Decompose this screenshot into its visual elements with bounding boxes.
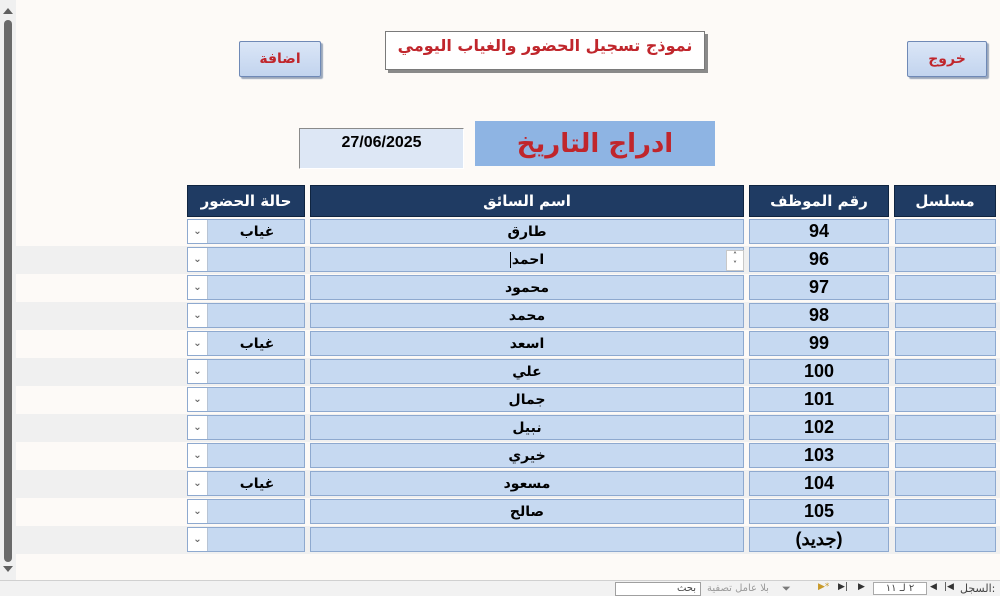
attendance-status-select[interactable] [187,247,305,272]
employee-number-field[interactable] [749,415,889,440]
search-input[interactable]: بحث [615,582,701,596]
employee-number-field[interactable] [749,247,889,272]
driver-name-value: جمال [508,391,546,408]
serial-field[interactable] [895,527,996,552]
attendance-status-select[interactable] [187,415,305,440]
driver-name-field[interactable] [310,415,744,440]
driver-name-field[interactable] [310,219,744,244]
employee-number-field[interactable] [749,219,889,244]
chevron-down-icon[interactable]: ⌄ [188,360,208,383]
previous-record-icon[interactable]: ◀ [930,582,937,592]
serial-field[interactable] [895,415,996,440]
chevron-down-icon[interactable]: ⌄ [188,500,208,523]
driver-name-field[interactable] [310,443,744,468]
serial-field[interactable] [895,359,996,384]
header-driver-name: اسم السائق [310,185,744,217]
header-serial: مسلسل [894,185,996,217]
chevron-down-icon[interactable]: ⌄ [188,472,208,495]
chevron-down-icon[interactable]: ⌄ [188,248,208,271]
driver-name-value: مسعود [503,475,551,492]
text-cursor [510,252,511,268]
attendance-status-select[interactable] [187,471,305,496]
employee-number-field[interactable] [749,359,889,384]
attendance-status-value: غياب [239,335,275,352]
driver-name-value: علي [512,363,542,380]
chevron-down-icon[interactable]: ⌄ [188,388,208,411]
employee-number-field[interactable] [749,471,889,496]
serial-field[interactable] [895,499,996,524]
employee-number-value: 101 [803,389,835,409]
attendance-status-select[interactable] [187,443,305,468]
driver-name-value: صالح [509,503,545,520]
employee-number-field[interactable] [749,527,889,552]
driver-name-field[interactable] [310,303,744,328]
driver-name-field[interactable] [310,387,744,412]
employee-number-value: 94 [808,221,830,241]
driver-name-field[interactable] [310,527,744,552]
next-record-icon[interactable]: ▶ [858,582,865,592]
header-employee-number: رقم الموظف [749,185,889,217]
employee-number-field[interactable] [749,275,889,300]
chevron-down-icon[interactable]: ⌄ [188,444,208,467]
attendance-status-value: غياب [239,475,275,492]
employee-number-value: 103 [803,445,835,465]
serial-field[interactable] [895,471,996,496]
employee-number-field[interactable] [749,331,889,356]
chevron-down-icon[interactable]: ⌄ [188,304,208,327]
driver-name-field[interactable] [310,499,744,524]
first-record-icon[interactable]: |◀ [944,582,954,592]
serial-field[interactable] [895,443,996,468]
serial-field[interactable] [895,331,996,356]
exit-button[interactable]: خروج [907,41,987,77]
driver-name-value: محمد [508,307,546,324]
serial-field[interactable] [895,275,996,300]
spinner-icon[interactable]: ˄ ˅ [726,250,744,271]
driver-name-field[interactable] [310,359,744,384]
driver-name-value: طارق [507,223,547,240]
serial-field[interactable] [895,387,996,412]
scroll-down-arrow-icon[interactable] [3,566,13,572]
record-label: السجل: [960,582,996,595]
attendance-status-select[interactable] [187,303,305,328]
attendance-status-select[interactable] [187,359,305,384]
employee-number-value: 98 [808,305,830,325]
driver-name-value: نبيل [512,419,542,436]
attendance-status-select[interactable] [187,387,305,412]
driver-name-field[interactable] [310,247,744,272]
date-input[interactable]: 27/06/2025 [299,128,464,169]
attendance-status-select[interactable] [187,275,305,300]
chevron-down-icon[interactable]: ⌄ [188,416,208,439]
employee-number-value: 102 [803,417,835,437]
form-title: نموذج تسجيل الحضور والغياب اليومي [385,31,705,70]
employee-number-value: 104 [803,473,835,493]
filter-status[interactable]: بلا عامل تصفية [707,583,769,594]
chevron-down-icon[interactable]: ⌄ [188,276,208,299]
employee-number-value: 96 [808,249,830,269]
attendance-status-select[interactable] [187,219,305,244]
driver-name-field[interactable] [310,331,744,356]
employee-number-field[interactable] [749,387,889,412]
chevron-down-icon[interactable]: ⌄ [188,332,208,355]
serial-field[interactable] [895,219,996,244]
employee-number-value: 97 [808,277,830,297]
last-record-icon[interactable]: ▶| [838,582,848,592]
chevron-down-icon[interactable]: ⌄ [188,528,208,551]
date-label: ادراج التاريخ [475,121,715,166]
attendance-status-select[interactable] [187,527,305,552]
chevron-down-icon[interactable]: ⌄ [188,220,208,243]
add-button[interactable]: اضافة [239,41,321,77]
employee-number-value: 99 [808,333,830,353]
employee-number-value: 100 [803,361,835,381]
serial-field[interactable] [895,247,996,272]
attendance-status-value: غياب [239,223,275,240]
driver-name-value: احمد [511,251,545,268]
employee-number-value: 105 [803,501,835,521]
scroll-thumb[interactable] [4,20,12,562]
scroll-up-arrow-icon[interactable] [3,8,13,14]
driver-name-field[interactable] [310,471,744,496]
new-record-icon[interactable]: ▶* [818,582,830,592]
record-position-input[interactable]: ٢ لـ ١١ [873,582,927,595]
attendance-status-select[interactable] [187,331,305,356]
header-attendance-status: حالة الحضور [187,185,305,217]
vertical-scrollbar[interactable] [0,0,16,580]
employee-number-field[interactable] [749,303,889,328]
funnel-icon[interactable]: ⏷ [782,582,791,595]
driver-name-field[interactable] [310,275,744,300]
attendance-status-select[interactable] [187,499,305,524]
driver-name-value: اسعد [509,335,545,352]
employee-number-value: (جديد) [795,529,843,549]
driver-name-value: محمود [504,279,550,296]
employee-number-field[interactable] [749,499,889,524]
serial-field[interactable] [895,303,996,328]
employee-number-field[interactable] [749,443,889,468]
driver-name-value: خيري [508,447,546,464]
status-bar [0,580,1000,596]
